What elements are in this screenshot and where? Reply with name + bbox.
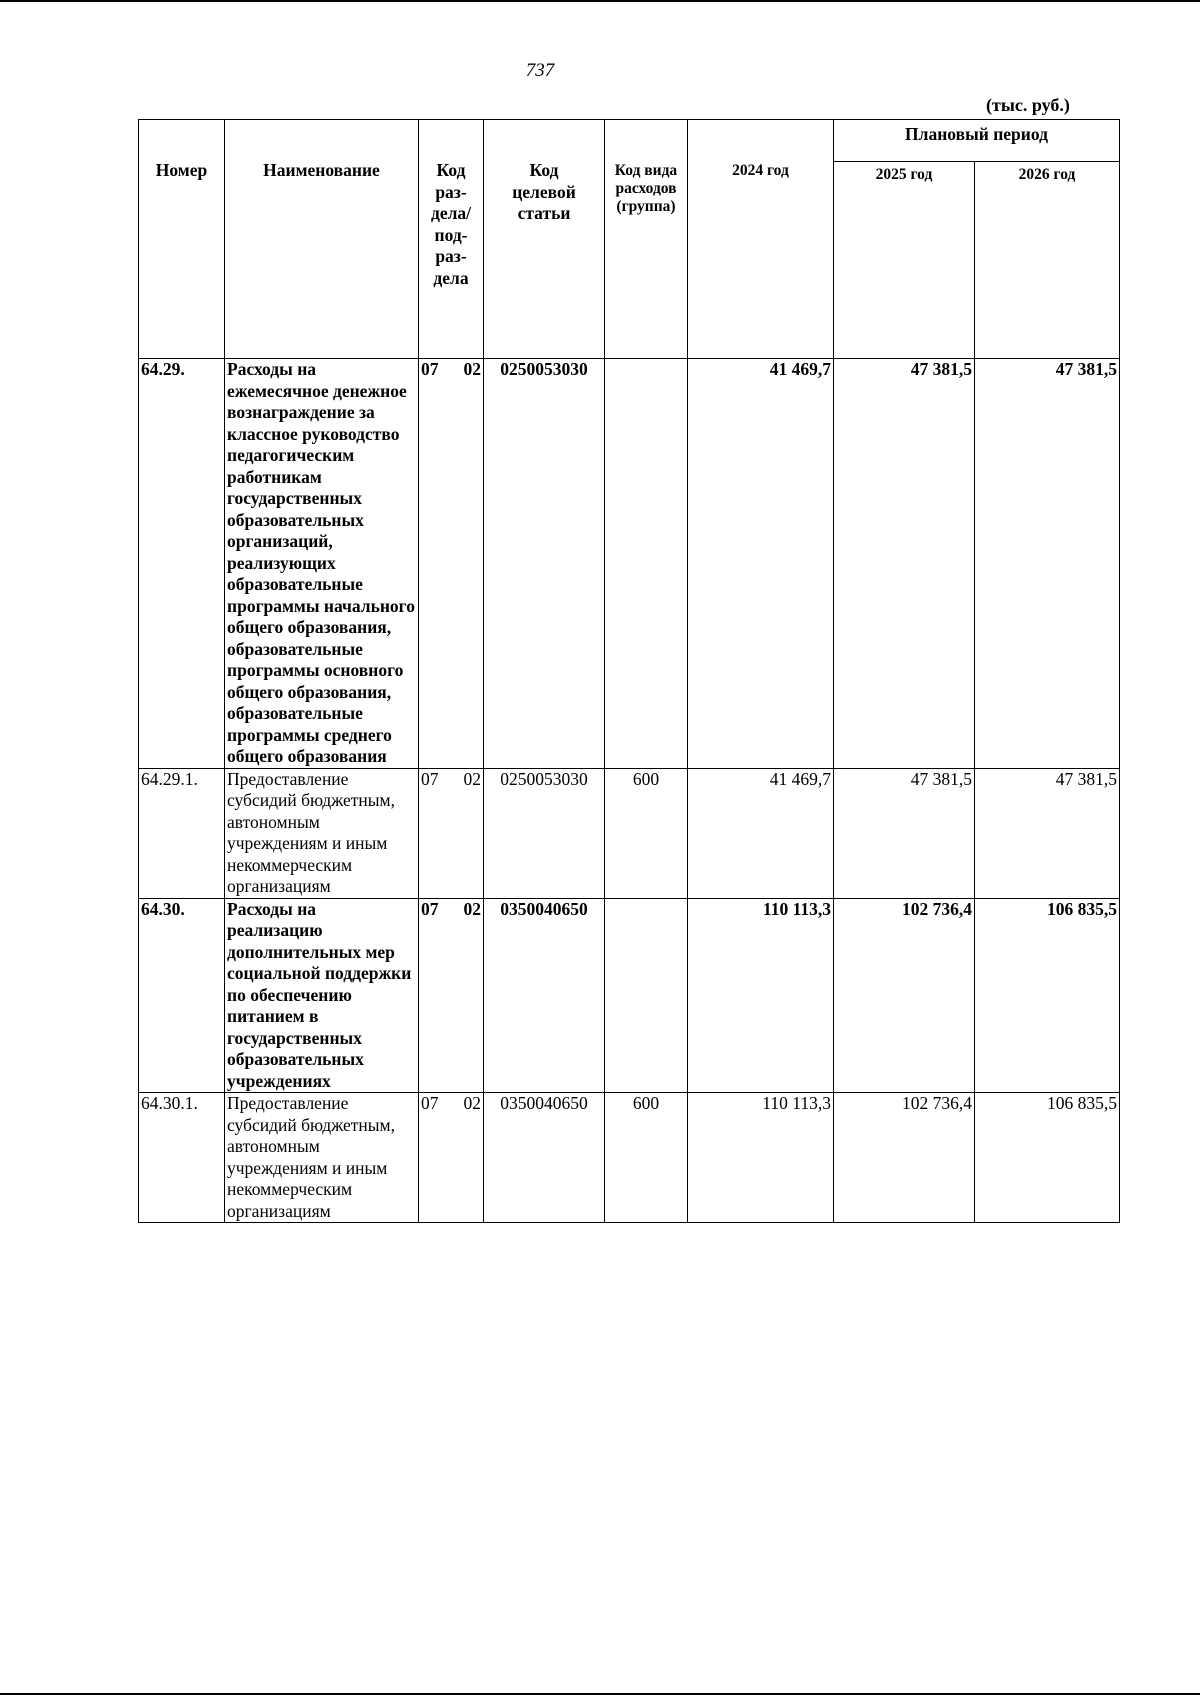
row-2025: 47 381,5 [834, 768, 975, 898]
row-2025: 102 736,4 [834, 898, 975, 1093]
row-2024: 41 469,7 [688, 768, 834, 898]
row-target: 0250053030 [484, 359, 605, 769]
row-expense-type: 600 [605, 768, 688, 898]
row-subsection: 02 [463, 1093, 481, 1113]
row-subsection: 02 [463, 898, 481, 919]
row-expense-type [605, 359, 688, 769]
table-header-row [139, 120, 1120, 162]
row-section: 07 [421, 1093, 439, 1113]
row-name: Предоставление субсидий бюджетным, автономным учреждениям и иным некоммерческим организациям [225, 768, 419, 898]
row-2026: 106 835,5 [975, 898, 1120, 1093]
row-2025: 47 381,5 [834, 359, 975, 769]
row-expense-type: 600 [605, 1093, 688, 1223]
table-row [139, 768, 1120, 898]
row-subsection: 02 [463, 359, 481, 379]
header-section-label: Код раз-дела/ под-раз-дела [430, 160, 472, 288]
row-expense-type [605, 898, 688, 1093]
budget-table [138, 119, 1120, 1223]
row-target: 0350040650 [484, 898, 605, 1093]
row-name: Предоставление субсидий бюджетным, автономным учреждениям и иным некоммерческим организациям [225, 1093, 419, 1223]
header-name: Наименование [225, 120, 419, 359]
row-section: 07 [421, 768, 439, 789]
row-2024: 110 113,3 [688, 1093, 834, 1223]
header-2025: 2025 год [834, 161, 975, 358]
scan-edge-top [0, 0, 1200, 2]
header-section [419, 120, 484, 359]
row-2026: 47 381,5 [975, 359, 1120, 769]
row-subsection: 02 [463, 768, 481, 789]
row-target: 0350040650 [484, 1093, 605, 1223]
row-target: 0250053030 [484, 768, 605, 898]
row-section: 07 [421, 359, 439, 379]
row-section-code [419, 898, 484, 1093]
table-row [139, 359, 1120, 769]
table-row [139, 1093, 1120, 1223]
row-name: Расходы на ежемесячное денежное вознаграждение за классное руководство педагогическим работникам государственных образовательных организаций, реализующих образовательные программы начального общего образования, образовательные программы основного общего образования, образовательные программы среднего общего образования [225, 359, 419, 769]
row-2025: 102 736,4 [834, 1093, 975, 1223]
row-2026: 106 835,5 [975, 1093, 1120, 1223]
header-target-label: Код целевой статьи [512, 160, 576, 223]
table-row [139, 898, 1120, 1093]
row-2024: 110 113,3 [688, 898, 834, 1093]
header-target [484, 120, 605, 359]
header-planned-period: Плановый период [834, 120, 1120, 162]
row-2024: 41 469,7 [688, 359, 834, 769]
header-number: Номер [139, 120, 225, 359]
row-number: 64.30.1. [139, 1093, 225, 1223]
row-section: 07 [421, 898, 439, 919]
row-2026: 47 381,5 [975, 768, 1120, 898]
row-number: 64.29. [139, 359, 225, 769]
units-label: (тыс. руб.) [986, 95, 1070, 115]
row-number: 64.30. [139, 898, 225, 1093]
row-section-code [419, 1093, 484, 1223]
row-name: Расходы на реализацию дополнительных мер социальной поддержки по обеспечению питанием в государственных образовательных учреждениях [225, 898, 419, 1093]
row-section-code [419, 359, 484, 769]
page-number: 737 [525, 60, 555, 81]
header-expense-type: Код вида расходов (группа) [605, 120, 688, 359]
row-section-code [419, 768, 484, 898]
header-2026: 2026 год [975, 161, 1120, 358]
header-2024: 2024 год [688, 120, 834, 359]
row-number: 64.29.1. [139, 768, 225, 898]
